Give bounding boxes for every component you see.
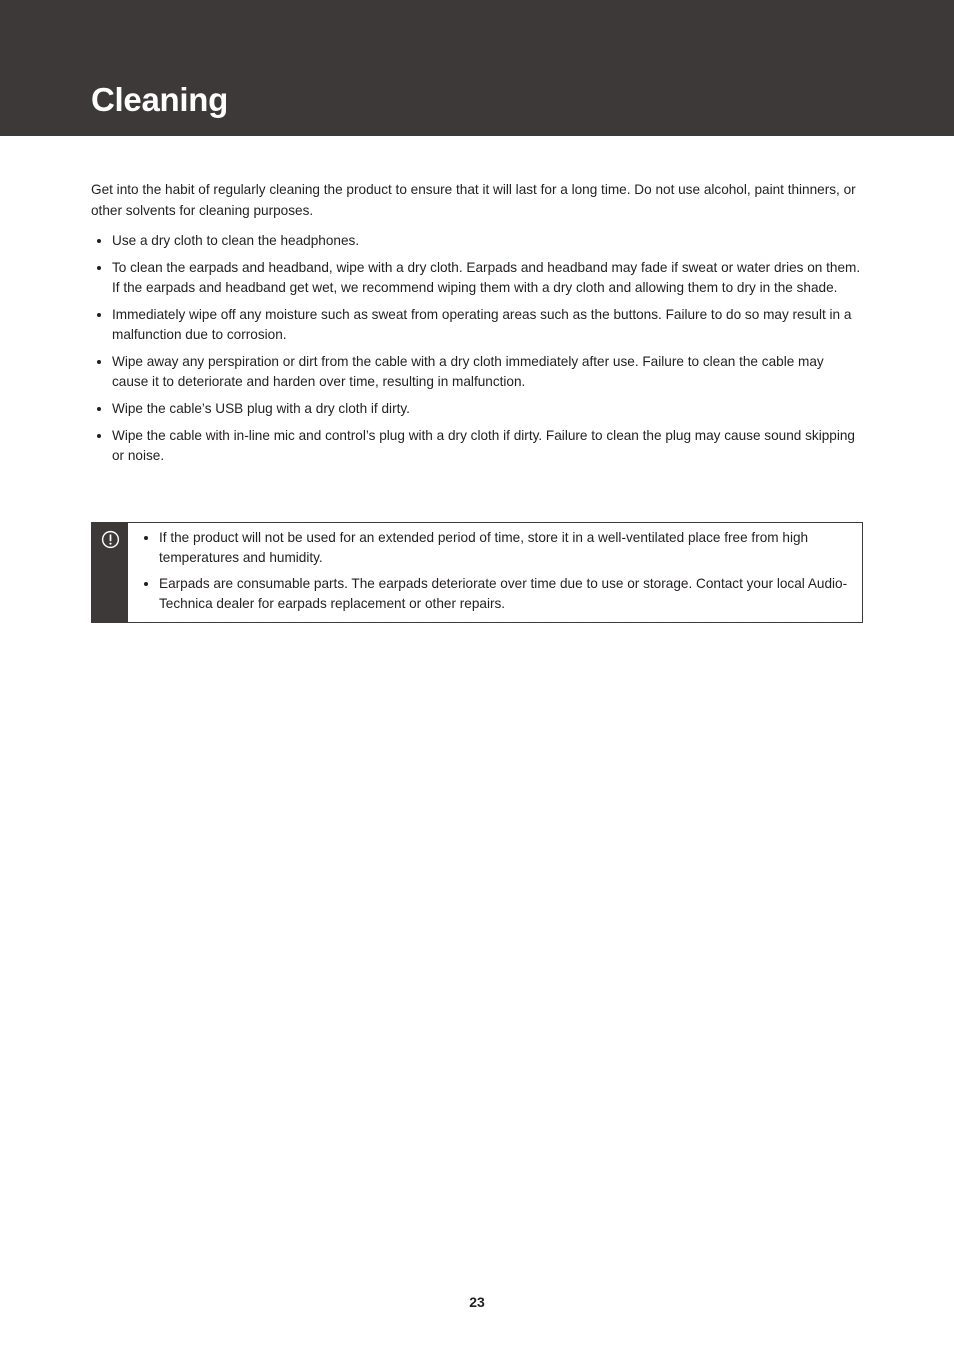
list-item: Wipe away any perspiration or dirt from the cable with a dry cloth immediately after use. Failure to clean the cable may cause it to deteriorate and harden over time, resulting in malfunction.: [91, 352, 863, 392]
caution-item: Earpads are consumable parts. The earpads deteriorate over time due to use or storage. Contact your local Audio-Technica dealer for earpads replacement or other repairs.: [138, 574, 854, 614]
intro-paragraph: Get into the habit of regularly cleaning the product to ensure that it will last for a long time. Do not use alcohol, paint thinners, or other solvents for cleaning purposes.: [91, 182, 856, 218]
main-content: [91, 179, 863, 473]
caution-icon: [101, 530, 120, 549]
caution-item: If the product will not be used for an extended period of time, store it in a well-ventilated place free from high temperatures and humidity.: [138, 528, 854, 568]
page-number: 23: [469, 1294, 485, 1310]
caution-box: [91, 522, 863, 623]
list-item: Immediately wipe off any moisture such as sweat from operating areas such as the buttons. Failure to do so may result in a malfunction due to corrosion.: [91, 305, 863, 345]
header-band: [0, 0, 954, 136]
list-item: To clean the earpads and headband, wipe with a dry cloth. Earpads and headband may fade if sweat or water dries on them. If the earpads and headband get wet, we recommend wiping them with a dry cloth and allowing them to dry in the shade.: [91, 258, 863, 298]
caution-sidebar: [92, 523, 128, 622]
cleaning-instructions-list: [91, 231, 863, 466]
list-item: Use a dry cloth to clean the headphones.: [91, 231, 863, 251]
list-item: Wipe the cable’s USB plug with a dry cloth if dirty.: [91, 399, 863, 419]
caution-list: [138, 528, 854, 614]
caution-body: [128, 523, 862, 622]
page-title: Cleaning: [91, 81, 228, 118]
list-item: Wipe the cable with in-line mic and control’s plug with a dry cloth if dirty. Failure to clean the plug may cause sound skipping or noise.: [91, 426, 863, 466]
